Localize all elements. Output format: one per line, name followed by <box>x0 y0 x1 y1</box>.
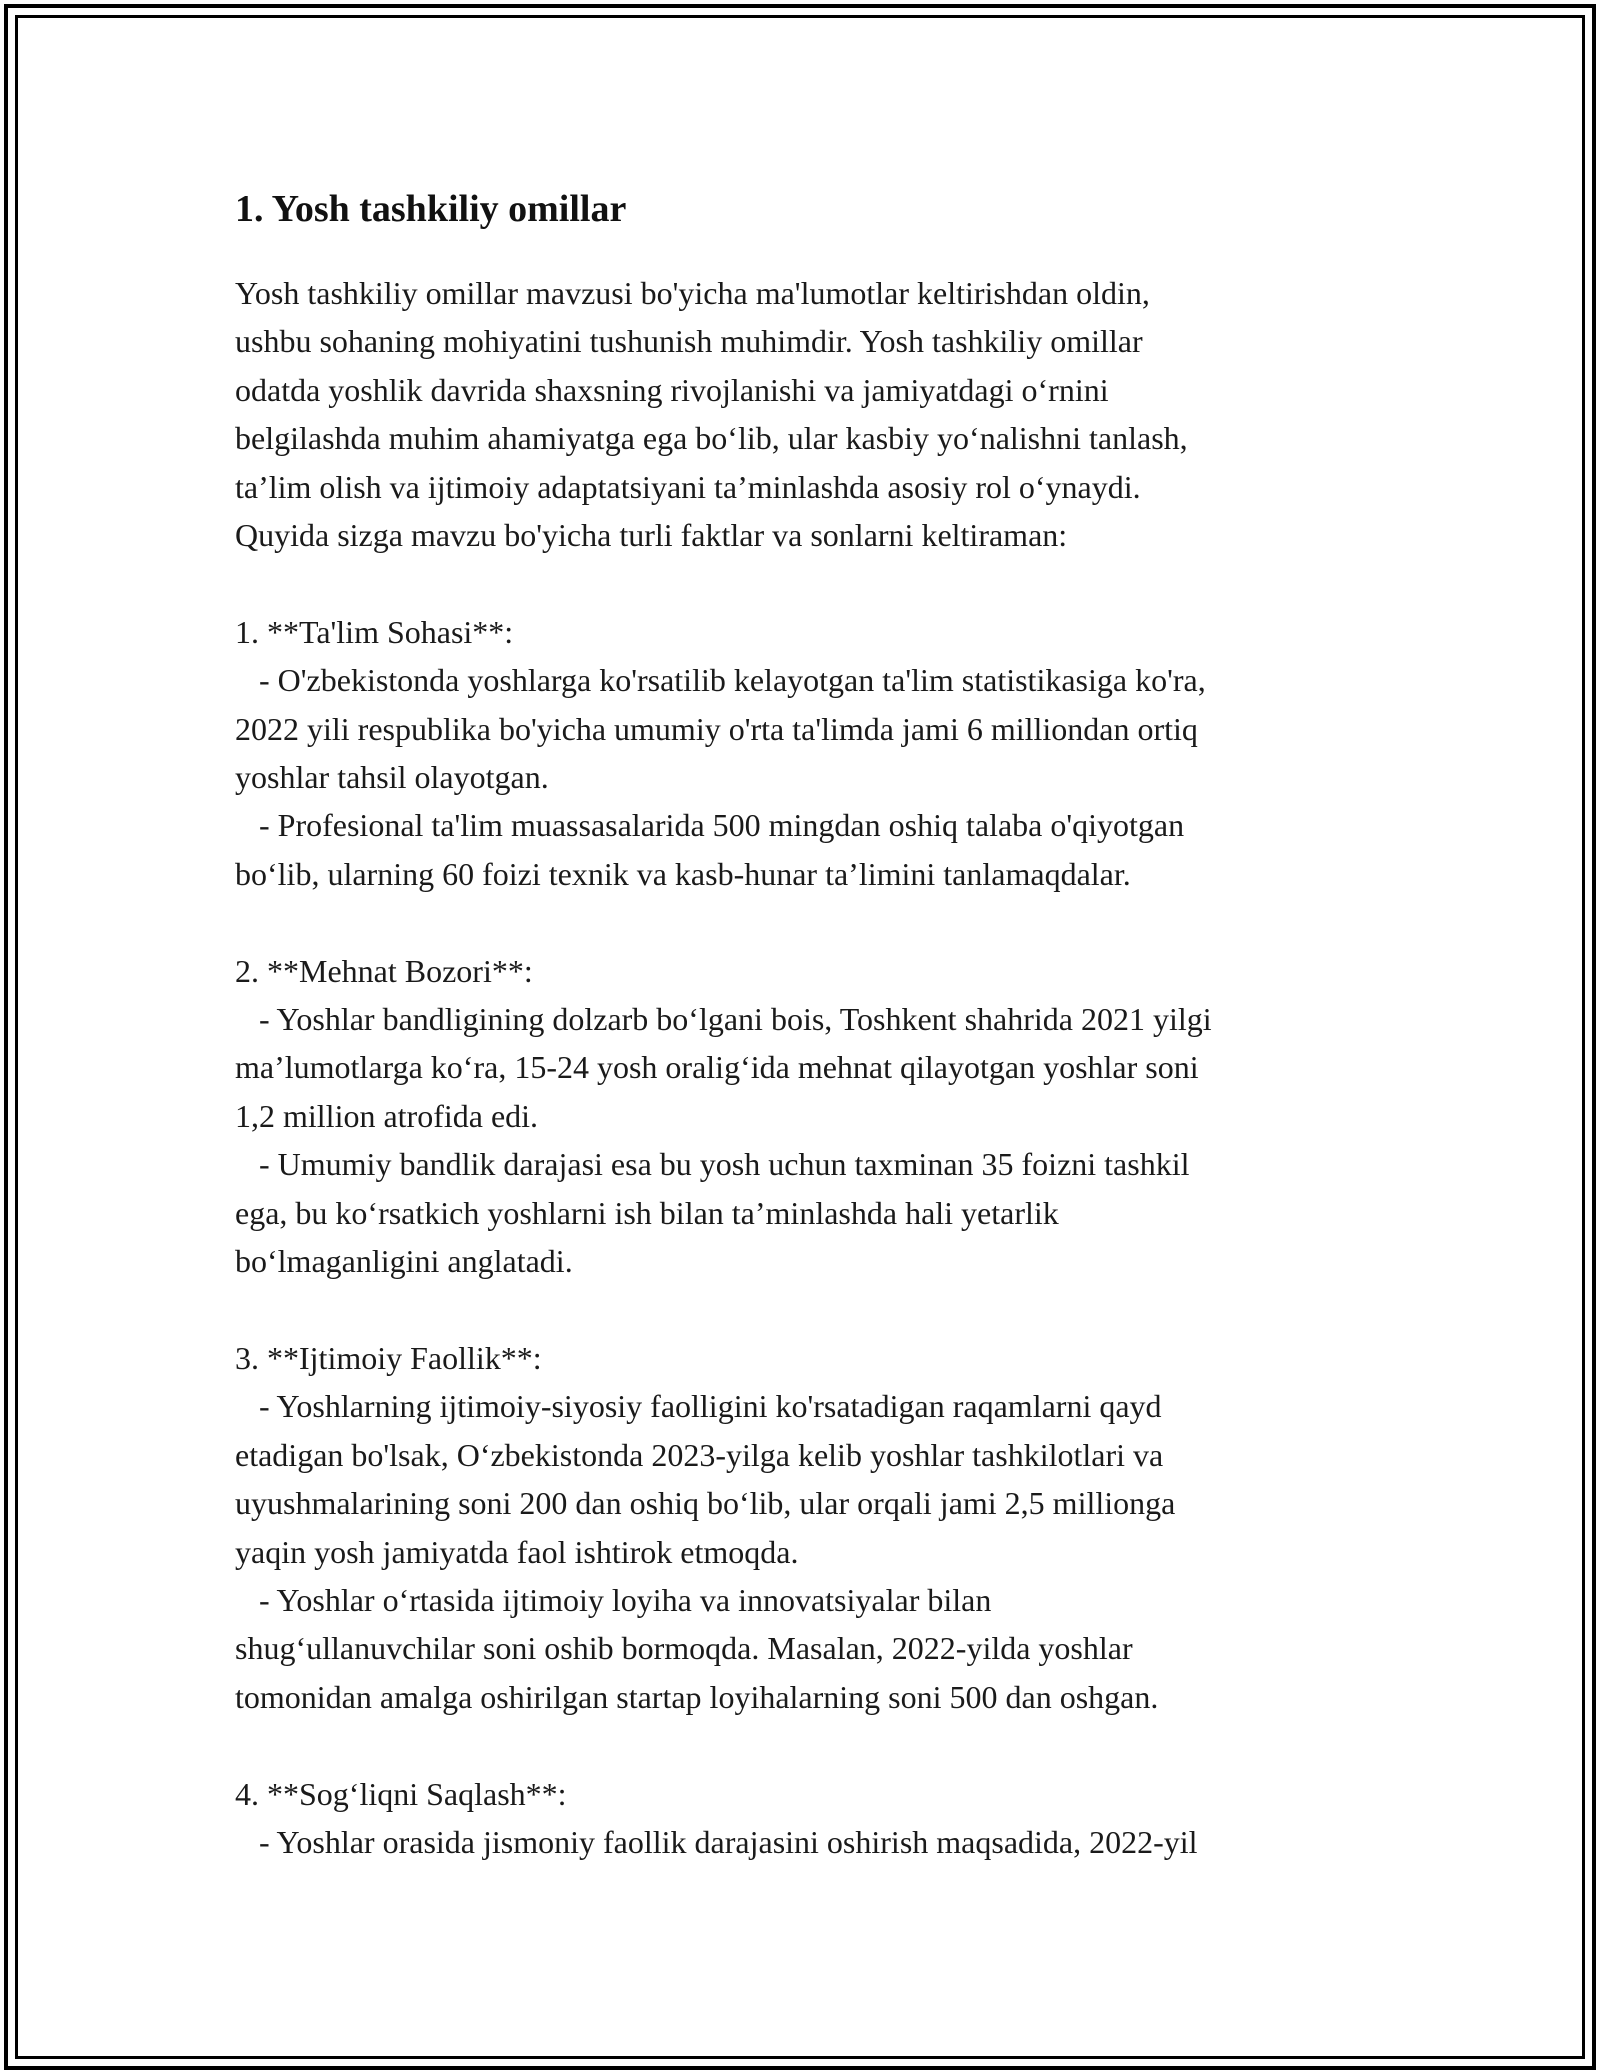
section-ijtimoiy-faollik: 3. **Ijtimoiy Faollik**: - Yoshlarning ijtimoiy-siyosiy faolligini ko'rsatadigan raqamlarni qayd etadigan bo'lsak, O‘zbekistonda 2023-yilga kelib yoshlar tashkilotlari va uyushmalarining soni 200 dan oshiq bo‘lib, ular orqali jami 2,5 millionga yaqin yosh jamiyatda faol ishtirok etmoqda. - Yoshlar o‘rtasida ijtimoiy loyiha va innovatsiyalar bilan shug‘ullanuvchilar soni oshib bormoqda. Masalan, 2022-yilda yoshlar tomonidan amalga oshirilgan startap loyihalarning soni 500 dan oshgan. <box>235 1339 1176 1715</box>
paragraph-spacer <box>235 1286 1395 1334</box>
intro-paragraph: Yosh tashkiliy omillar mavzusi bo'yicha ma'lumotlar keltirishdan oldin, ushbu sohaning mohiyatini tushunish muhimdir. Yosh tashkiliy omillar odatda yoshlik davrida shaxsning rivojlanishi va jamiyatdagi o‘rnini belgilashda muhim ahamiyatga ega bo‘lib, ular kasbiy yo‘nalishni tanlash, ta’lim olish va ijtimoiy adaptatsiyani ta’minlashda asosiy rol o‘ynaydi. Quyida sizga mavzu bo'yicha turli faktlar va sonlarni keltiraman: <box>235 275 1188 554</box>
section-talim-sohasi: 1. **Ta'lim Sohasi**: - O'zbekistonda yoshlarga ko'rsatilib kelayotgan ta'lim statistikasiga ko'ra, 2022 yili respublika bo'yicha umumiy o'rta ta'limda jami 6 milliondan ortiq yoshlar tahsil olayotgan. - Profesional ta'lim muassasalarida 500 mingdan oshiq talaba o'qiyotgan bo‘lib, ularning 60 foizi texnik va kasb-hunar ta’limini tanlamaqdalar. <box>235 613 1206 892</box>
document-body <box>235 185 1395 1866</box>
section-heading: 1. Yosh tashkiliy omillar <box>235 188 627 230</box>
paragraph-spacer <box>235 1721 1395 1769</box>
section-sogliqni-saqlash: 4. **Sog‘liqni Saqlash**: - Yoshlar orasida jismoniy faollik darajasini oshirish maqsadida, 2022-yil <box>235 1775 1198 1860</box>
paragraph-spacer <box>235 898 1395 946</box>
section-mehnat-bozori: 2. **Mehnat Bozori**: - Yoshlar bandligining dolzarb bo‘lgani bois, Toshkent shahrida 2021 yilgi ma’lumotlarga ko‘ra, 15-24 yosh oralig‘ida mehnat qilayotgan yoshlar soni 1,2 million atrofida edi. - Umumiy bandlik darajasi esa bu yosh uchun taxminan 35 foizni tashkil ega, bu ko‘rsatkich yoshlarni ish bilan ta’minlashda hali yetarlik bo‘lmaganligini anglatadi. <box>235 952 1212 1280</box>
paragraph-spacer <box>235 559 1395 607</box>
